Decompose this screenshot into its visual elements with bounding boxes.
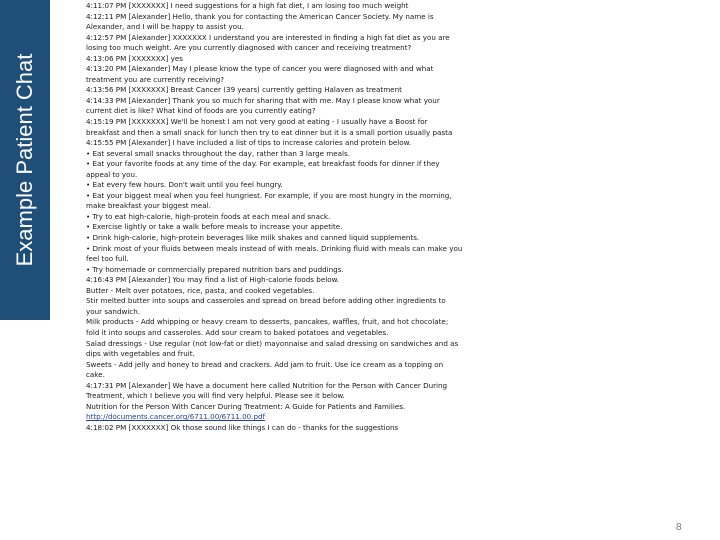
transcript-line: 4:15:19 PM [XXXXXXX] We'll be honest I am not very good at eating - I usually have a Boost for <box>86 117 428 127</box>
transcript-line: losing too much weight. Are you currently diagnosed with cancer and receiving treatment? <box>86 43 412 53</box>
transcript-line: • Try homemade or commercially prepared nutrition bars and puddings. <box>86 264 344 274</box>
transcript-line: appeal to you. <box>86 169 138 179</box>
transcript-line: • Eat several small snacks throughout the day, rather than 3 large meals. <box>86 148 350 158</box>
transcript-line: 4:18:02 PM [XXXXXXX] Ok those sound like things I can do - thanks for the suggestions <box>86 422 399 432</box>
transcript-line: Sweets - Add jelly and honey to bread and crackers. Add jam to fruit. Use ice cream as a topping on <box>86 359 444 369</box>
transcript-line: 4:15:55 PM [Alexander] I have included a list of tips to increase calories and protein below. <box>86 138 412 148</box>
transcript-line: 4:13:56 PM [XXXXXXX] Breast Cancer (39 years) currently getting Halaven as treatment <box>86 85 402 95</box>
transcript-line: 4:12:11 PM [Alexander] Hello, thank you for contacting the American Cancer Society. My name is <box>86 11 434 21</box>
transcript-line: breakfast and then a small snack for lunch then try to eat dinner but it is a small portion usually pasta <box>86 127 453 137</box>
transcript-line: 4:14:33 PM [Alexander] Thank you so much for sharing that with me. May I please know what your <box>86 95 440 105</box>
transcript-line: • Eat your biggest meal when you feel hungriest. For example, if you are most hungry in the morning, <box>86 190 452 200</box>
transcript-line: make breakfast your biggest meal. <box>86 201 211 211</box>
transcript-line: 4:11:07 PM [XXXXXXX] I need suggestions for a high fat diet, I am losing too much weight <box>86 1 409 10</box>
transcript-line: • Exercise lightly or take a walk before meals to increase your appetite. <box>86 222 343 232</box>
transcript-line: feel too full. <box>86 254 129 264</box>
transcript-line: • Drink most of your fluids between meals instead of with meals. Drinking fluid with meals can make you <box>86 243 463 253</box>
transcript-line: your sandwich. <box>86 306 141 316</box>
transcript-line: Salad dressings - Use regular (not low-fat or diet) mayonnaise and salad dressing on sandwiches and as <box>86 338 459 348</box>
transcript-line: cake. <box>86 370 105 380</box>
slide-title: Example Patient Chat <box>12 53 37 267</box>
transcript-line: Alexander, and I will be happy to assist you. <box>86 22 244 32</box>
transcript-line: 4:16:43 PM [Alexander] You may find a list of High-calorie foods below. <box>86 275 340 285</box>
transcript-line: dips with vegetables and fruit. <box>86 349 195 359</box>
transcript-line: • Drink high-calorie, high-protein beverages like milk shakes and canned liquid supplements. <box>86 233 420 243</box>
transcript-line: Nutrition for the Person With Cancer During Treatment: A Guide for Patients and Families. <box>86 401 406 411</box>
transcript-line: Treatment, which I believe you will find very helpful. Please see it below. <box>86 391 345 401</box>
page-number: 8 <box>676 522 682 533</box>
document-link[interactable]: http://documents.cancer.org/6711.00/6711.00.pdf <box>86 412 266 422</box>
transcript-line: Milk products - Add whipping or heavy cream to desserts, pancakes, waffles, fruit, and hot chocolate; <box>86 317 449 327</box>
transcript-line: treatment you are currently receiving? <box>86 74 225 84</box>
transcript-line: • Eat every few hours. Don't wait until you feel hungry. <box>86 180 283 190</box>
transcript-line: 4:13:20 PM [Alexander] May I please know the type of cancer you were diagnosed with and what <box>86 64 434 74</box>
transcript-line: • Eat your favorite foods at any time of the day. For example, eat breakfast foods for dinner if they <box>86 159 440 169</box>
transcript-line: 4:13:06 PM [XXXXXXX] yes <box>86 53 183 63</box>
transcript-line: Stir melted butter into soups and casseroles and spread on bread before adding other ingredients to <box>86 296 446 306</box>
transcript-line: 4:12:57 PM [Alexander] XXXXXXX I understand you are interested in finding a high fat diet as you are <box>86 32 450 42</box>
transcript-line: current diet is like? What kind of foods are you currently eating? <box>86 106 316 116</box>
chat-transcript <box>86 1 504 433</box>
transcript-line: fold it into soups and casseroles. Add sour cream to baked potatoes and vegetables. <box>86 327 389 337</box>
sidebar-banner <box>0 0 50 320</box>
transcript-line: Butter - Melt over potatoes, rice, pasta, and cooked vegetables. <box>86 285 315 295</box>
transcript-line: 4:17:31 PM [Alexander] We have a document here called Nutrition for the Person with Cancer During <box>86 380 448 390</box>
transcript-line: • Try to eat high-calorie, high-protein foods at each meal and snack. <box>86 211 331 221</box>
